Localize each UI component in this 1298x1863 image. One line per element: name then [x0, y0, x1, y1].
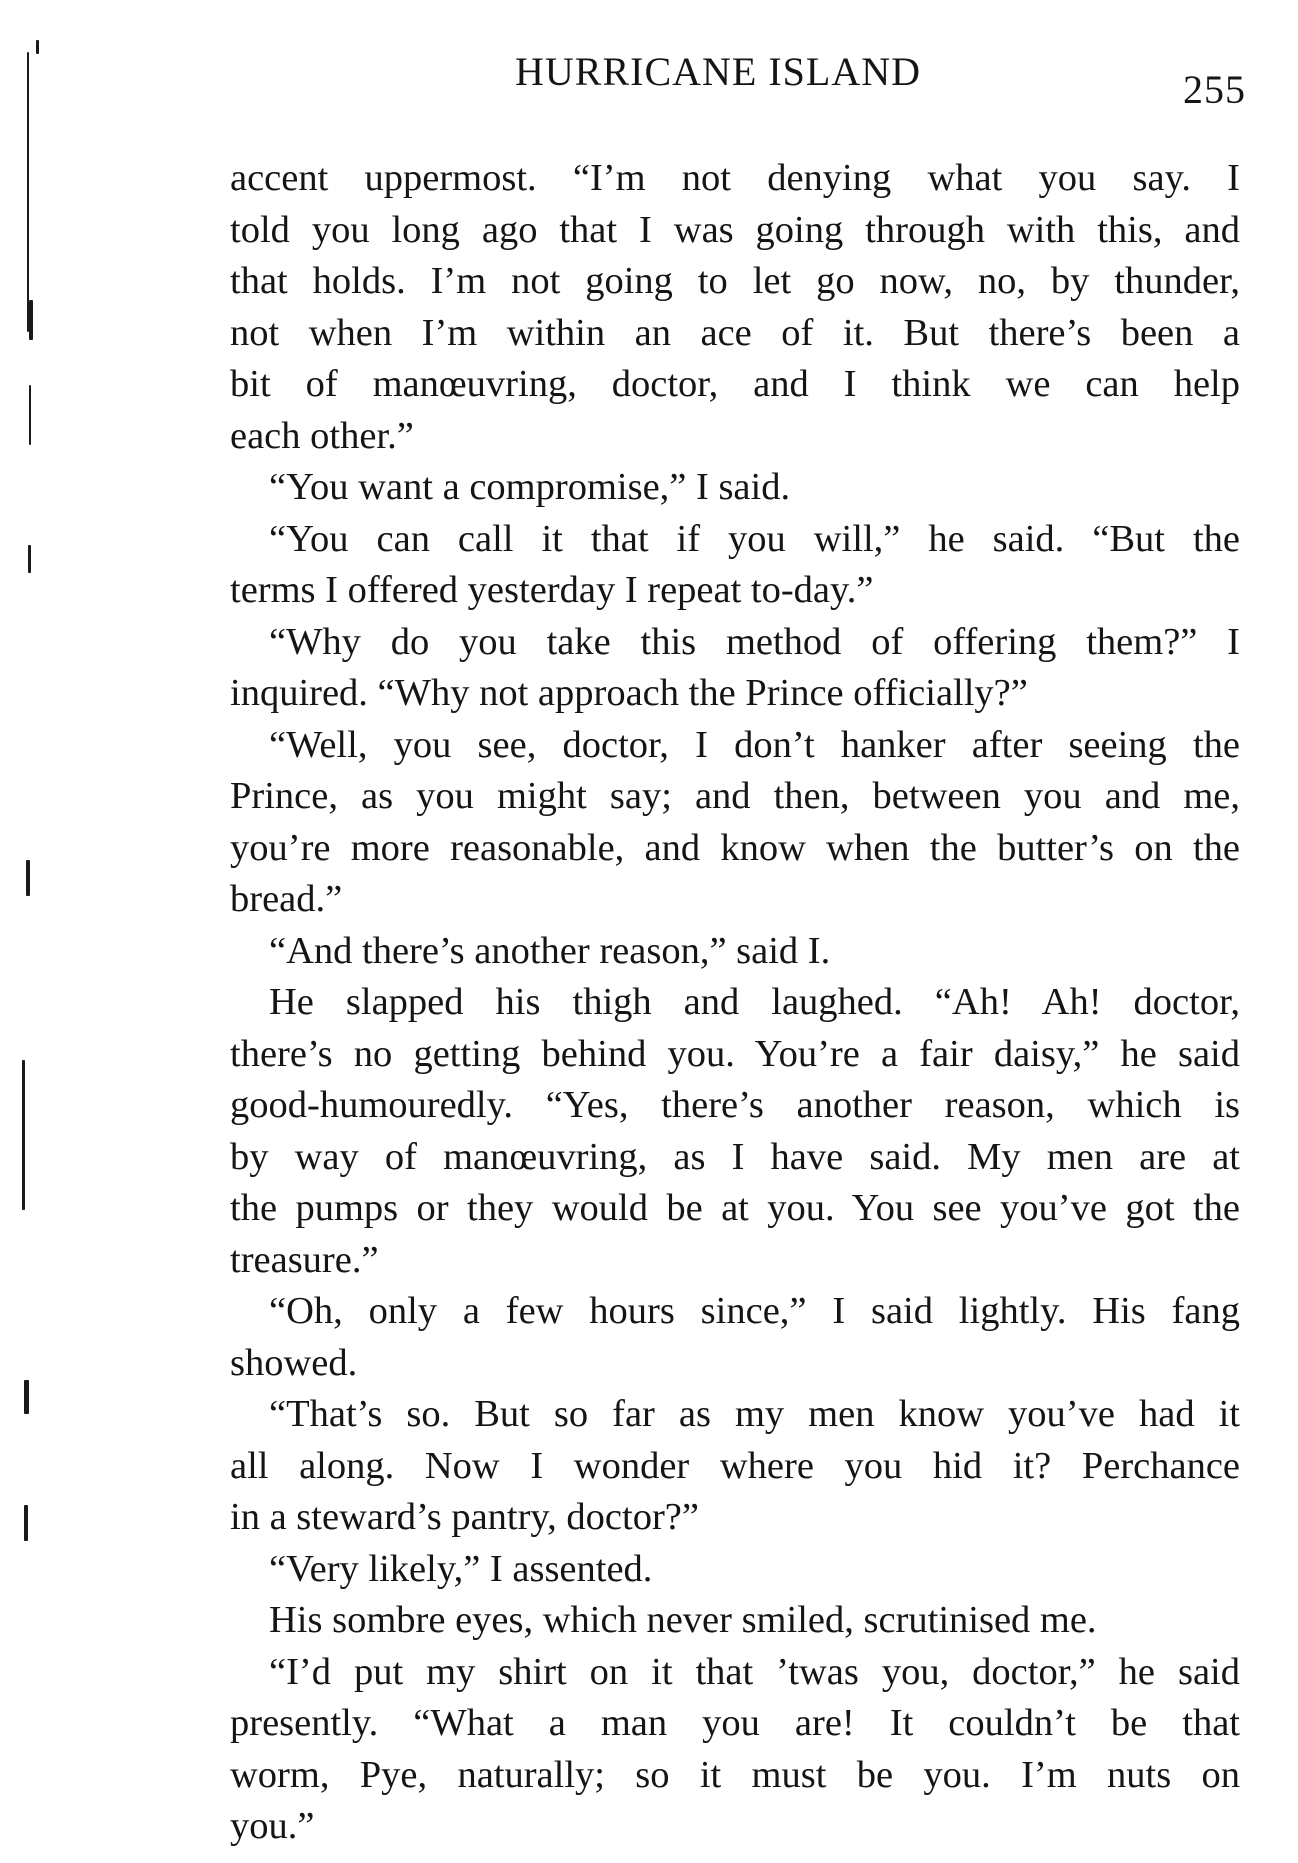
text-line: accent uppermost. “I’m not denying what you say. I [230, 157, 1240, 199]
text-line: “Why do you take this method of offering them?” I [269, 620, 1240, 663]
text-line: terms I offered yesterday I repeat to-day.” [230, 569, 874, 611]
running-head [0, 0, 1298, 120]
text-line: bit of manœuvring, doctor, and I think we can help [230, 363, 1240, 405]
text-line: there’s no getting behind you. You’re a fair daisy,” he said [230, 1032, 1240, 1075]
text-line: each other.” [230, 414, 414, 457]
binding-mark [29, 300, 33, 340]
text-line: told you long ago that I was going through with this, and [230, 208, 1240, 251]
text-line: you.” [230, 1805, 315, 1847]
text-line: that holds. I’m not going to let go now, no, by thunder, [230, 260, 1240, 302]
text-line: “That’s so. But so far as my men know you’ve had it [269, 1393, 1240, 1435]
text-line: “Very likely,” I assented. [269, 1547, 653, 1590]
text-line: inquired. “Why not approach the Prince officially?” [230, 672, 1028, 714]
page-binding-edge [0, 0, 60, 1863]
text-line: “I’d put my shirt on it that ’twas you, doctor,” he said [269, 1650, 1240, 1693]
text-line: “And there’s another reason,” said I. [269, 929, 831, 972]
text-line: you’re more reasonable, and know when the butter’s on the [230, 826, 1240, 869]
binding-mark [22, 1060, 25, 1210]
text-line: worm, Pye, naturally; so it must be you. I’m nuts on [230, 1753, 1240, 1796]
text-line: bread.” [230, 878, 343, 920]
text-line: good-humouredly. “Yes, there’s another reason, which is [230, 1084, 1240, 1126]
binding-mark [26, 860, 30, 896]
text-line: all along. Now I wonder where you hid it? Perchance [230, 1444, 1240, 1487]
binding-mark [24, 1380, 29, 1414]
text-line: “Oh, only a few hours since,” I said lightly. His fang [269, 1290, 1240, 1332]
body-text [230, 153, 1240, 1853]
binding-mark [29, 385, 31, 445]
binding-mark [28, 545, 31, 573]
text-line: presently. “What a man you are! It couldn’t be that [230, 1702, 1240, 1744]
text-line: His sombre eyes, which never smiled, scrutinised me. [269, 1599, 1097, 1641]
text-line: “You can call it that if you will,” he said. “But the [269, 517, 1240, 560]
page-number: 255 [1183, 67, 1246, 112]
text-line: not when I’m within an ace of it. But there’s been a [230, 311, 1240, 354]
running-title: HURRICANE ISLAND [515, 49, 921, 94]
text-line: “Well, you see, doctor, I don’t hanker after seeing the [269, 723, 1240, 766]
text-line: showed. [230, 1341, 358, 1384]
text-line: He slapped his thigh and laughed. “Ah! Ah! doctor, [269, 981, 1240, 1023]
text-line: Prince, as you might say; and then, between you and me, [230, 775, 1240, 817]
text-line: in a steward’s pantry, doctor?” [230, 1496, 699, 1538]
binding-mark [24, 1505, 28, 1541]
text-line: “You want a compromise,” I said. [269, 466, 791, 508]
text-line: treasure.” [230, 1238, 379, 1281]
text-line: the pumps or they would be at you. You see you’ve got the [230, 1187, 1240, 1229]
text-line: by way of manœuvring, as I have said. My men are at [230, 1135, 1240, 1178]
